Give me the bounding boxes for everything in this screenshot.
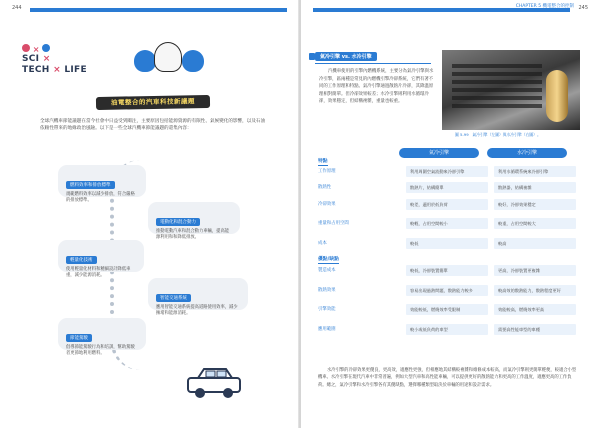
section-title-banner xyxy=(96,95,210,110)
topic-card xyxy=(58,165,146,204)
table-section-features: 特點 xyxy=(318,159,328,164)
top-rule xyxy=(30,8,287,12)
right-page xyxy=(301,0,600,428)
table-row: 散熱性 散熱片，結構簡單 散熱器，結構複雜 xyxy=(316,182,580,193)
radiator-pipe xyxy=(546,70,568,122)
mascot-blue-2 xyxy=(182,50,204,72)
topic-card-text: 倡導節能駕駛行為和培訓，幫助駕駛者更節地利用燃料。 xyxy=(66,345,135,357)
mascot-illustration xyxy=(128,38,210,72)
table-row: 引擎效能 效能較低，燃燒效率受限制 效能較高，燃燒效率更高 xyxy=(316,304,580,315)
intro-paragraph: 全球汽機車節能議題在當今社會中日益受到關注，主要原因包括能源資源的有限性、氣候變化的影響，以及石油依賴性帶來的地緣政治風險。以下是一些全球汽機車節能議題的還集內容： xyxy=(40,119,266,131)
topic-card-title: 智能交通系統 xyxy=(156,294,191,302)
table-row: 散熱效果 容易出現過熱問題，散熱能力較多 較高效的散熱能力，散熱程度更好 xyxy=(316,285,580,296)
table-row: 工作原理 利用周圍空氣流動來冷卻引擎 利用水循環系統來冷卻引擎 xyxy=(316,166,580,177)
topic-card-text: 應用智能交通系統提高道路使用效率，減少擁堵和能源消耗。 xyxy=(156,305,238,317)
topic-card-title: 燃料效率和排放標準 xyxy=(66,181,115,189)
page-number-right: 245 xyxy=(578,5,588,11)
section-heading xyxy=(315,52,433,62)
photo-caption: 圖 5-99 氣冷引擎（左圖）與水冷引擎（右圖）。 xyxy=(455,132,541,137)
left-page xyxy=(0,0,299,428)
section-title: 油電整合的汽車科技新議題 xyxy=(110,97,196,107)
column-header-water-cooled: 水冷引擎 xyxy=(487,148,567,158)
conclusion-paragraph: 水冷引擎的冷卻效果更優良，更高效，適應性更強，但相應地其結構較複雜和維修成本較高，而氣冷引擎則更簡單輕便，較適合小型機車。水冷引擎在現代汽車中非常普遍，例如大型汽車和高性能車輛，可以提供更好的散熱能力和更高的工作溫度，適應更高的工作負荷。總之，氣冷引擎和水冷引擎各有其優缺點，選擇哪種類型取決於車輛的用途和設計需求。 xyxy=(318,368,577,388)
topic-card xyxy=(148,202,240,241)
logo-mascot-row: × xyxy=(22,44,50,54)
topic-card-text: 規範燃料效率以減少排放，符合嚴格的排放標準。 xyxy=(66,192,135,204)
topic-card xyxy=(58,318,146,357)
section-paragraph: 汽機車使用的引擎內燃機系統，主要分為氣冷引擎與水冷引擎，區兩種是常見的內燃機引擎冷卻系統，它們有著不同的工作原理和特點。氣冷引擎通過散熱片冷卻，其降溫原理相對簡單。但冷卻效果較差；水冷引擎則利用水循環冷卻，效果穩定，但結構複雜，重量也較重。 xyxy=(319,69,434,105)
column-header-air-cooled: 氣冷引擎 xyxy=(399,148,479,158)
topic-card-title: 輕量化技術 xyxy=(66,256,97,264)
mascot-blue xyxy=(134,50,156,72)
logo-tech-life: TECH × LIFE xyxy=(22,65,87,75)
topic-card-title: 電動化和混合動力 xyxy=(156,218,200,226)
table-row: 製造成本 較低，冷卻裝置簡單 更高，冷卻裝置更複雜 xyxy=(316,265,580,276)
page-number-left: 244 xyxy=(12,5,22,11)
sci-tech-life-logo xyxy=(22,44,92,80)
table-section-pros-cons: 優點/缺點 xyxy=(318,257,339,262)
table-row: 成本 較低 較高 xyxy=(316,238,580,249)
running-head: CHAPTER 5 機電整合的控制 xyxy=(515,4,574,9)
topic-card-text: 推動電動汽車和混合動力車輛，提高能源利用和和降低排放。 xyxy=(156,229,230,241)
mascot-white xyxy=(154,42,182,72)
section-rule xyxy=(315,63,431,64)
section-tag: 氣冷引擎 vs. 水冷引擎 xyxy=(315,52,377,61)
table-row: 應用範圍 較小或低負荷的車型 需要高性能車型的車種 xyxy=(316,324,580,335)
table-row: 冷卻效果 較差，適用於低負荷 較好，冷卻效果穩定 xyxy=(316,199,580,210)
car-icon xyxy=(184,366,244,402)
logo-sci: SCI × xyxy=(22,54,51,64)
table-row: 重量和占用空間 較輕，占用空間較小 較重，占用空間較大 xyxy=(316,218,580,229)
topic-card-text: 使用輕量化材料和精細設計降低車重，減少能源消耗。 xyxy=(66,267,131,279)
engine-photo xyxy=(442,50,580,130)
topic-card-title: 節能駕駛 xyxy=(66,334,92,342)
topic-card xyxy=(148,278,248,317)
topic-card xyxy=(58,240,144,279)
